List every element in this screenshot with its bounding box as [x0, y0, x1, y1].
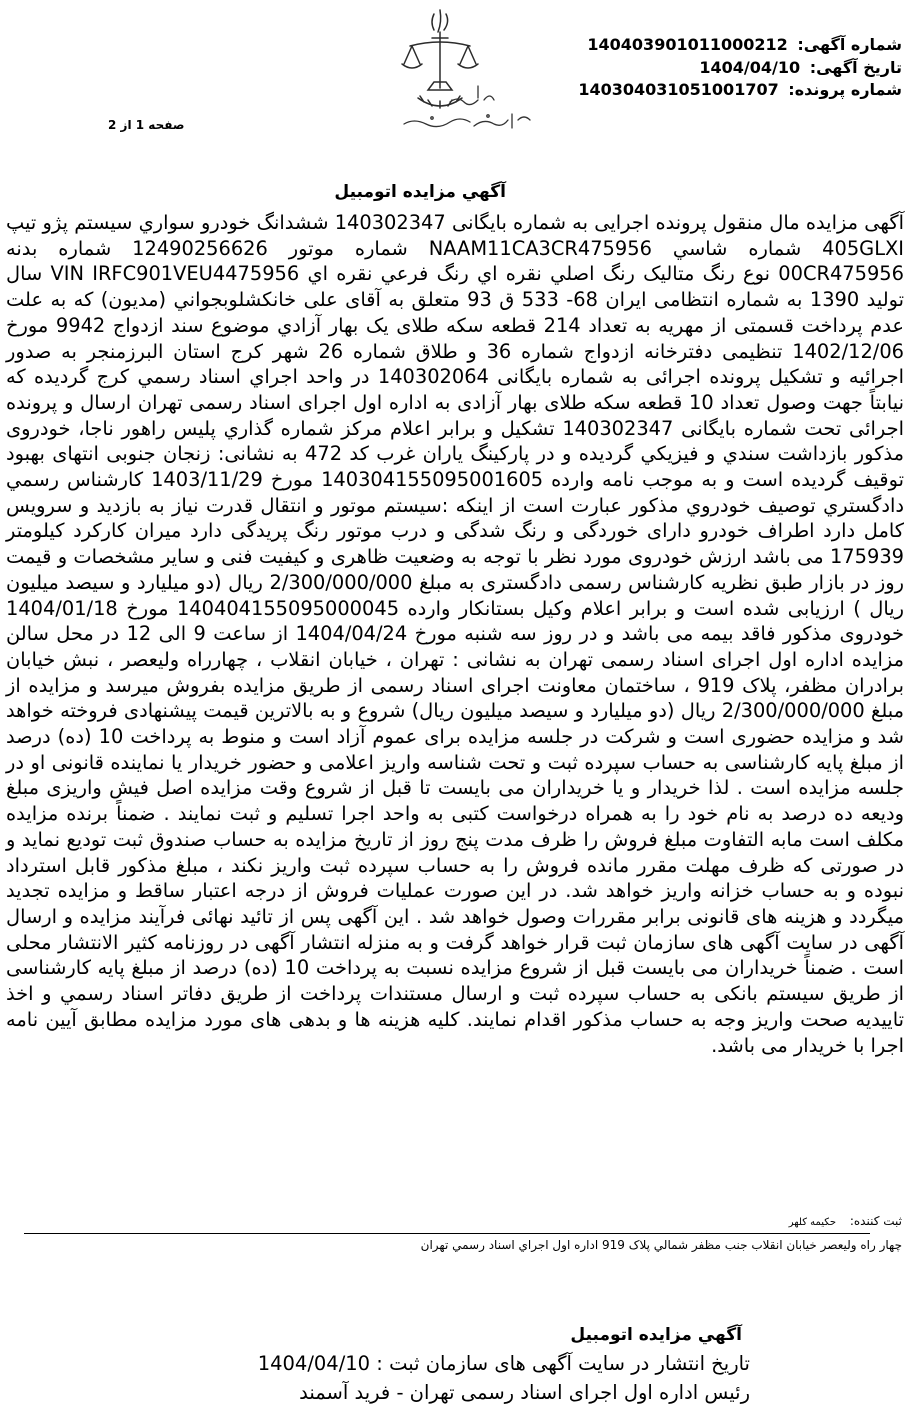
file-number-label: شماره پرونده:	[788, 80, 902, 99]
publish-date-line	[258, 1352, 750, 1375]
ad-date-row	[572, 57, 902, 80]
ad-number: 14040390101100021‎2	[587, 35, 788, 54]
publish-date-label: تاریخ انتشار در سایت آگهی های سازمان ثبت :	[376, 1352, 750, 1375]
judiciary-emblem-icon	[388, 2, 540, 140]
office-address: چهار راه وليعصر خيابان انقلاب جنب مظفر شمالي پلاک 919 اداره اول اجراي اسناد رسمي تهران	[420, 1238, 902, 1252]
footer-title: آگهي مزايده اتومبيل	[570, 1325, 742, 1345]
signer-line: رئیس اداره اول اجرای اسناد رسمی تهران - فرید آسمند	[299, 1381, 750, 1404]
registrar-label: ثبت کننده:	[849, 1214, 902, 1228]
file-number: 140304031051001707	[578, 80, 779, 99]
notice-title: آگهي مزايده اتومبيل	[334, 182, 506, 202]
file-number-row	[572, 79, 902, 102]
ad-number-label: شماره آگهی:	[797, 35, 902, 54]
ad-date-label: تاریخ آگهی:	[809, 57, 902, 77]
notice-meta	[572, 34, 902, 102]
publish-date: 1404/04/10	[257, 1352, 371, 1375]
notice-body: آگهی مزایده مال منقول پرونده اجرایی به شماره بایگانی 140302347 ششدانگ خودرو سواري سيستم پژو تيپ 405GLXI شماره شاسي NAAM11CA3CR475956 شماره موتور 12490256626 شماره بدنه 00CR475956 نوع رنگ متاليک رنگ اصلي نقره اي رنگ فرعي نقره اي VIN IRFC901VEU4475956 سال توليد 1390 به شماره انتظامی ایران 68- 533 ق 93 متعلق به آقای علی خانکشلوبجواني (مديون) که به علت عدم پرداخت قسمتی از مهریه به تعداد 214 قطعه سکه طلای یک بهار آزادي موضوع سند ازدواج 9942 مورخ 1402/12/06 تنظيمی دفترخانه ازدواج شماره 36 و طلاق شماره 26 شهر کرج استان البرزمنجر به صدور اجرائیه و تشکیل پرونده اجرائی به شماره بایگانی 140302064 در واحد اجراي اسناد رسمي کرج گرديده که نیابتاً جهت وصول تعداد 10 قطعه سکه طلای بهار آزادی به اداره اول اجرای اسناد رسمی تهران ارسال و پرونده اجرائی تحت شماره بایگانی 140302347 تشکیل و برابر اعلام مرکز شماره گذاري پليس راهور ناجا، خودروی مذکور بازداشت سندي و فيزيکي گرديده و در پارکينگ ياران غرب کد 472 به نشانی: زنجان جنوبی انتهای بهبود توقیف گردیده است و به موجب نامه وارده 140304155095001605 مورخ 1403/11/29 کارشناس رسمي دادگستري توصيف خودروي مذکور عبارت است از اینکه :سیستم موتور و انتقال قدرت نیاز به بازدید و سرویس کامل دارد اطراف خودرو دارای خوردگی و رنگ شدگی و درب موتور رنگ پریدگی دارد میران کارکرد کیلومتر 175939 می باشد ارزش خودروی مورد نظر با توجه به وضعیت ظاهری و کیفیت فنی و سایر مشخصات و قیمت روز در بازار طبق نظریه کارشناس رسمی دادگستری به مبلغ 2/300/000/000 ریال (دو میلیارد و سیصد میلیون ریال ) ارزیابی شده است و برابر اعلام وکیل بستانکار وارده 140404155095000045 مورخ 1404/01/18 خودروی مذکور فاقد بیمه می باشد و در روز سه شنبه مورخ 1404/04/24 از ساعت 9 الی 12 در محل سالن مزایده اداره اول اجرای اسناد رسمی تهران به نشانی : تهران ، خیابان انقلاب ، چهارراه ولیعصر ، نبش خیابان برادران مظفر، پلاک 919 ، ساختمان معاونت اجرای اسناد رسمی از طریق مزایده بفروش میرسد و مزایده از مبلغ 2/300/000/000 ریال (دو میلیارد و سیصد میلیون ریال) شروع و به بالاترین قیمت پیشنهادی فروخته خواهد شد و مزایده حضوری است و شرکت در جلسه مزایده برای عموم آزاد است و منوط به پرداخت 10 (ده) درصد از مبلغ پایه کارشناسی به حساب سپرده ثبت و تحت شناسه واریز اعلامی و حضور خریدار یا نماینده قانونی او در جلسه مزایده است . لذا خریدار و یا خریداران می بایست تا قبل از شروع وقت مزایده اصل فیش واریزی مبلغ ودیعه ده درصد به نام خود را به همراه درخواست کتبی به واحد اجرا تسلیم و ثبت نمایند . ضمناً برنده مزایده مکلف است مابه التفاوت مبلغ فروش را ظرف مدت پنج روز از تاریخ مزایده به حساب صندوق ثبت تودیع نماید و در صورتی که ظرف مهلت مقرر مانده فروش را به حساب سپرده ثبت واریز نکند ، مبلغ مذکور قابل استرداد نبوده و به حساب خزانه واریز خواهد شد. در این صورت عملیات فروش از درجه اعتبار ساقط و مزایده تجدید میگردد و هزینه های قانونی برابر مقررات وصول خواهد شد . این آگهی پس از تائید نهائی فرآیند مزایده و ارسال آگهی در سایت آگهی های سازمان ثبت قرار خواهد گرفت و به منزله انتشار آگهی در روزنامه کثیر الانتشار محلی است . ضمناً خریداران می بایست قبل از شروع مزایده نسبت به پرداخت 10 (ده) درصد از مبلغ پایه کارشناسی از طریق سیستم بانکی به حساب سپرده ثبت و ارسال مستندات پرداخت از طریق دفاتر اسناد رسمي و اخذ تاییدیه صحت واریز وجه به حساب مذکور اقدام نمایند. کلیه هزینه ها و بدهی های مورد مزایده مطابق آیین نامه اجرا با خریدار می باشد.	[6, 211, 905, 1057]
ad-number-row	[572, 34, 902, 57]
ad-date: 1404/04/10	[699, 57, 801, 77]
divider	[24, 1233, 870, 1234]
registrar-name: حکیمه کلهر	[788, 1217, 837, 1228]
registrar	[789, 1214, 902, 1228]
page-indicator: صفحه 1 از 2	[108, 118, 185, 132]
